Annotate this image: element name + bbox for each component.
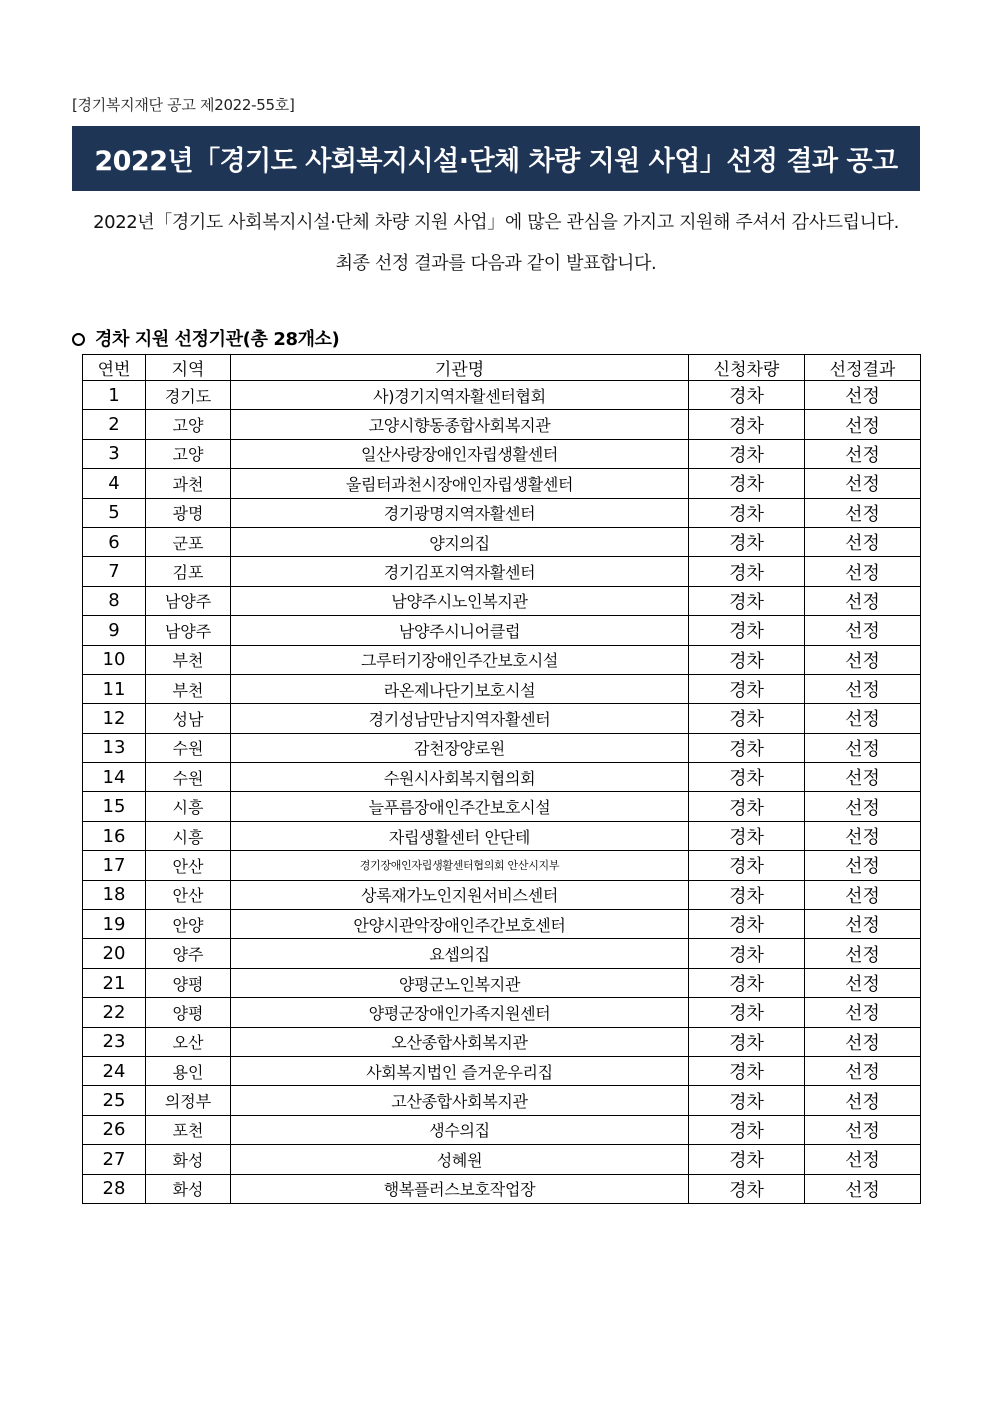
row-result: 선정 xyxy=(805,968,921,997)
row-region: 의정부 xyxy=(146,1086,231,1115)
row-result: 선정 xyxy=(805,527,921,556)
row-result: 선정 xyxy=(805,1115,921,1144)
row-organization: 상록재가노인지원서비스센터 xyxy=(231,880,689,909)
row-result: 선정 xyxy=(805,939,921,968)
row-region: 양평 xyxy=(146,998,231,1027)
row-region: 고양 xyxy=(146,439,231,468)
row-region: 남양주 xyxy=(146,616,231,645)
table-row xyxy=(83,851,921,880)
row-vehicle: 경차 xyxy=(689,968,805,997)
row-organization: 고산종합사회복지관 xyxy=(231,1086,689,1115)
row-region: 안산 xyxy=(146,880,231,909)
row-vehicle: 경차 xyxy=(689,469,805,498)
table-row xyxy=(83,557,921,586)
row-vehicle: 경차 xyxy=(689,1056,805,1085)
row-result: 선정 xyxy=(805,645,921,674)
row-number: 22 xyxy=(83,998,146,1027)
row-region: 김포 xyxy=(146,557,231,586)
circle-bullet-icon xyxy=(72,333,85,346)
selection-table xyxy=(82,354,921,1204)
row-vehicle: 경차 xyxy=(689,557,805,586)
row-region: 오산 xyxy=(146,1027,231,1056)
row-number: 8 xyxy=(83,586,146,615)
row-organization: 울림터과천시장애인자립생활센터 xyxy=(231,469,689,498)
row-vehicle: 경차 xyxy=(689,1027,805,1056)
row-organization: 남양주시니어클럽 xyxy=(231,616,689,645)
row-region: 수원 xyxy=(146,763,231,792)
header-vehicle: 신청차량 xyxy=(689,355,805,381)
row-number: 23 xyxy=(83,1027,146,1056)
row-number: 18 xyxy=(83,880,146,909)
row-result: 선정 xyxy=(805,704,921,733)
row-region: 광명 xyxy=(146,498,231,527)
table-row xyxy=(83,498,921,527)
row-organization: 양평군노인복지관 xyxy=(231,968,689,997)
row-vehicle: 경차 xyxy=(689,792,805,821)
row-vehicle: 경차 xyxy=(689,1115,805,1144)
row-number: 1 xyxy=(83,381,146,410)
row-number: 16 xyxy=(83,821,146,850)
table-row xyxy=(83,381,921,410)
table-row xyxy=(83,410,921,439)
row-number: 13 xyxy=(83,733,146,762)
row-result: 선정 xyxy=(805,910,921,939)
section-heading-text: 경차 지원 선정기관(총 28개소) xyxy=(95,329,340,350)
row-result: 선정 xyxy=(805,1174,921,1203)
header-organization: 기관명 xyxy=(231,355,689,381)
row-region: 시흥 xyxy=(146,821,231,850)
row-vehicle: 경차 xyxy=(689,704,805,733)
row-organization: 감천장양로원 xyxy=(231,733,689,762)
row-organization: 늘푸름장애인주간보호시설 xyxy=(231,792,689,821)
row-region: 과천 xyxy=(146,469,231,498)
row-region: 시흥 xyxy=(146,792,231,821)
row-vehicle: 경차 xyxy=(689,645,805,674)
row-region: 남양주 xyxy=(146,586,231,615)
row-result: 선정 xyxy=(805,586,921,615)
row-organization: 수원시사회복지협의회 xyxy=(231,763,689,792)
row-region: 부천 xyxy=(146,674,231,703)
row-number: 19 xyxy=(83,910,146,939)
row-number: 21 xyxy=(83,968,146,997)
row-result: 선정 xyxy=(805,469,921,498)
row-result: 선정 xyxy=(805,616,921,645)
row-number: 10 xyxy=(83,645,146,674)
row-vehicle: 경차 xyxy=(689,998,805,1027)
row-region: 고양 xyxy=(146,410,231,439)
table-row xyxy=(83,998,921,1027)
table-row xyxy=(83,939,921,968)
row-vehicle: 경차 xyxy=(689,939,805,968)
page-title-banner xyxy=(72,126,920,191)
table-row xyxy=(83,439,921,468)
row-number: 14 xyxy=(83,763,146,792)
row-organization: 양지의집 xyxy=(231,527,689,556)
row-number: 4 xyxy=(83,469,146,498)
row-result: 선정 xyxy=(805,880,921,909)
row-number: 20 xyxy=(83,939,146,968)
row-number: 9 xyxy=(83,616,146,645)
row-result: 선정 xyxy=(805,1145,921,1174)
row-number: 2 xyxy=(83,410,146,439)
table-row xyxy=(83,880,921,909)
row-number: 25 xyxy=(83,1086,146,1115)
table-row xyxy=(83,910,921,939)
table-row xyxy=(83,792,921,821)
table-row xyxy=(83,674,921,703)
row-number: 3 xyxy=(83,439,146,468)
row-region: 양주 xyxy=(146,939,231,968)
row-number: 26 xyxy=(83,1115,146,1144)
row-region: 화성 xyxy=(146,1174,231,1203)
row-organization: 자립생활센터 안단테 xyxy=(231,821,689,850)
row-organization: 양평군장애인가족지원센터 xyxy=(231,998,689,1027)
row-region: 안산 xyxy=(146,851,231,880)
row-organization: 경기광명지역자활센터 xyxy=(231,498,689,527)
table-row xyxy=(83,616,921,645)
row-organization: 경기장애인자립생활센터협의회 안산시지부 xyxy=(231,851,689,880)
row-organization: 성혜원 xyxy=(231,1145,689,1174)
table-row xyxy=(83,1115,921,1144)
row-result: 선정 xyxy=(805,498,921,527)
row-vehicle: 경차 xyxy=(689,880,805,909)
row-organization: 요셉의집 xyxy=(231,939,689,968)
row-vehicle: 경차 xyxy=(689,527,805,556)
section-heading xyxy=(72,325,339,351)
row-number: 15 xyxy=(83,792,146,821)
row-region: 수원 xyxy=(146,733,231,762)
row-organization: 오산종합사회복지관 xyxy=(231,1027,689,1056)
header-result: 선정결과 xyxy=(805,355,921,381)
row-organization: 고양시향동종합사회복지관 xyxy=(231,410,689,439)
row-vehicle: 경차 xyxy=(689,821,805,850)
row-number: 24 xyxy=(83,1056,146,1085)
table-row xyxy=(83,586,921,615)
row-organization: 사회복지법인 즐거운우리집 xyxy=(231,1056,689,1085)
table-row xyxy=(83,968,921,997)
header-number: 연번 xyxy=(83,355,146,381)
row-number: 7 xyxy=(83,557,146,586)
table-row xyxy=(83,1145,921,1174)
row-result: 선정 xyxy=(805,1056,921,1085)
table-row xyxy=(83,645,921,674)
row-result: 선정 xyxy=(805,381,921,410)
row-organization: 그루터기장애인주간보호시설 xyxy=(231,645,689,674)
row-region: 양평 xyxy=(146,968,231,997)
row-result: 선정 xyxy=(805,998,921,1027)
row-number: 28 xyxy=(83,1174,146,1203)
row-result: 선정 xyxy=(805,557,921,586)
row-vehicle: 경차 xyxy=(689,1086,805,1115)
row-result: 선정 xyxy=(805,733,921,762)
page-title: 2022년「경기도 사회복지시설·단체 차량 지원 사업」선정 결과 공고 xyxy=(94,146,898,177)
row-vehicle: 경차 xyxy=(689,910,805,939)
row-result: 선정 xyxy=(805,1086,921,1115)
intro-line-2: 최종 선정 결과를 다음과 같이 발표합니다. xyxy=(335,253,657,274)
table-row xyxy=(83,1174,921,1203)
row-vehicle: 경차 xyxy=(689,1145,805,1174)
table-row xyxy=(83,1086,921,1115)
row-vehicle: 경차 xyxy=(689,410,805,439)
row-organization: 일산사랑장애인자립생활센터 xyxy=(231,439,689,468)
row-vehicle: 경차 xyxy=(689,616,805,645)
row-region: 용인 xyxy=(146,1056,231,1085)
header-region: 지역 xyxy=(146,355,231,381)
row-result: 선정 xyxy=(805,851,921,880)
row-region: 경기도 xyxy=(146,381,231,410)
row-result: 선정 xyxy=(805,439,921,468)
row-number: 12 xyxy=(83,704,146,733)
row-vehicle: 경차 xyxy=(689,1174,805,1203)
table-header-row xyxy=(83,355,921,381)
row-region: 성남 xyxy=(146,704,231,733)
row-organization: 생수의집 xyxy=(231,1115,689,1144)
row-vehicle: 경차 xyxy=(689,733,805,762)
table-row xyxy=(83,763,921,792)
table-row xyxy=(83,821,921,850)
row-region: 군포 xyxy=(146,527,231,556)
row-vehicle: 경차 xyxy=(689,763,805,792)
row-organization: 사)경기지역자활센터협회 xyxy=(231,381,689,410)
row-organization: 행복플러스보호작업장 xyxy=(231,1174,689,1203)
row-organization: 경기김포지역자활센터 xyxy=(231,557,689,586)
row-number: 6 xyxy=(83,527,146,556)
row-vehicle: 경차 xyxy=(689,586,805,615)
row-vehicle: 경차 xyxy=(689,851,805,880)
table-row xyxy=(83,1027,921,1056)
row-region: 안양 xyxy=(146,910,231,939)
row-result: 선정 xyxy=(805,821,921,850)
row-region: 부천 xyxy=(146,645,231,674)
table-row xyxy=(83,704,921,733)
row-region: 화성 xyxy=(146,1145,231,1174)
row-vehicle: 경차 xyxy=(689,498,805,527)
row-organization: 경기성남만남지역자활센터 xyxy=(231,704,689,733)
table-row xyxy=(83,733,921,762)
intro-line-1: 2022년「경기도 사회복지시설·단체 차량 지원 사업」에 많은 관심을 가지고 지원해 주셔서 감사드립니다. xyxy=(93,212,899,233)
row-result: 선정 xyxy=(805,674,921,703)
table-body xyxy=(83,381,921,1204)
row-number: 17 xyxy=(83,851,146,880)
row-vehicle: 경차 xyxy=(689,674,805,703)
row-organization: 안양시관악장애인주간보호센터 xyxy=(231,910,689,939)
row-number: 5 xyxy=(83,498,146,527)
row-vehicle: 경차 xyxy=(689,439,805,468)
row-region: 포천 xyxy=(146,1115,231,1144)
row-number: 27 xyxy=(83,1145,146,1174)
notice-number: [경기복지재단 공고 제2022-55호] xyxy=(72,96,295,114)
row-result: 선정 xyxy=(805,763,921,792)
row-vehicle: 경차 xyxy=(689,381,805,410)
row-result: 선정 xyxy=(805,1027,921,1056)
row-result: 선정 xyxy=(805,410,921,439)
row-organization: 남양주시노인복지관 xyxy=(231,586,689,615)
table-row xyxy=(83,1056,921,1085)
table-row xyxy=(83,527,921,556)
row-organization: 라온제나단기보호시설 xyxy=(231,674,689,703)
table-row xyxy=(83,469,921,498)
row-number: 11 xyxy=(83,674,146,703)
row-result: 선정 xyxy=(805,792,921,821)
